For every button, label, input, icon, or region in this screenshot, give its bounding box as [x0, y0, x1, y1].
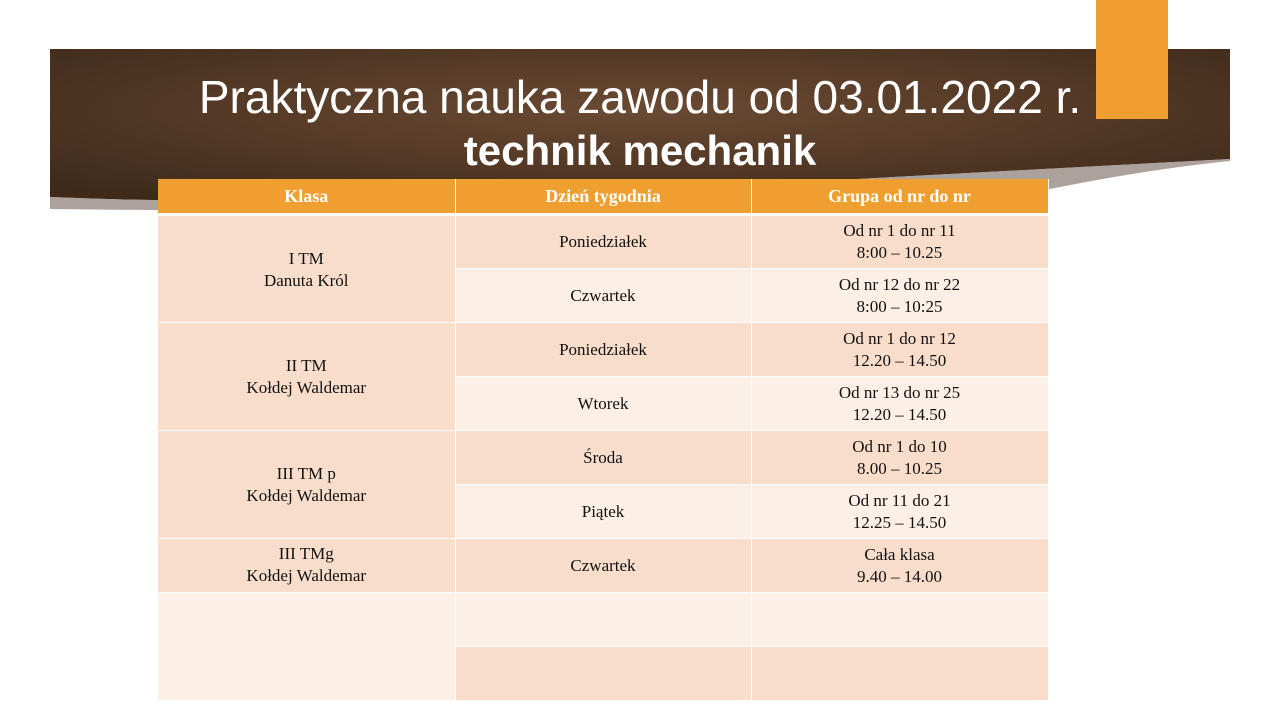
group-range: Od nr 12 do nr 22 — [838, 274, 961, 294]
teacher-name: Danuta Król — [263, 271, 349, 290]
table-row — [158, 539, 1048, 593]
group-cell — [751, 431, 1048, 485]
group-range: Od nr 1 do nr 11 — [843, 221, 956, 240]
empty-cell — [751, 593, 1048, 647]
klasa-name: III TM p — [276, 464, 336, 483]
klasa-name: II TM — [285, 356, 327, 375]
group-cell — [751, 377, 1048, 431]
header-group: Grupa od nr do nr — [751, 179, 1048, 215]
klasa-cell — [158, 215, 455, 323]
slide-title — [50, 70, 1230, 178]
group-time: 8:00 – 10.25 — [856, 243, 943, 262]
klasa-cell — [158, 323, 455, 431]
group-time: 8:00 – 10:25 — [856, 296, 943, 316]
header-klasa: Klasa — [158, 179, 455, 215]
teacher-name: Kołdej Waldemar — [246, 486, 367, 505]
group-time: 12.20 – 14.50 — [852, 404, 947, 424]
title-line2: technik mechanik — [463, 127, 817, 174]
table-row — [158, 215, 1048, 269]
group-range: Od nr 1 do 10 — [852, 436, 947, 456]
group-range: Od nr 11 do 21 — [848, 490, 951, 510]
group-cell — [751, 485, 1048, 539]
empty-cell — [158, 593, 455, 701]
table-row — [158, 431, 1048, 485]
group-cell — [751, 539, 1048, 593]
group-cell — [751, 215, 1048, 269]
klasa-name: I TM — [288, 249, 324, 268]
day-cell: Czwartek — [455, 539, 751, 593]
title-line1: Praktyczna nauka zawodu od 03.01.2022 r. — [198, 71, 1082, 123]
group-time: 12.25 – 14.50 — [852, 512, 947, 532]
teacher-name: Kołdej Waldemar — [246, 566, 367, 585]
day-cell: Poniedziałek — [455, 215, 751, 269]
klasa-name: III TMg — [278, 544, 334, 563]
klasa-cell — [158, 431, 455, 539]
table-header-row — [158, 179, 1048, 215]
group-cell — [751, 323, 1048, 377]
table-row-empty — [158, 593, 1048, 647]
group-cell — [751, 269, 1048, 323]
group-time: 9.40 – 14.00 — [857, 566, 942, 586]
group-time: 8.00 – 10.25 — [857, 458, 942, 478]
klasa-cell — [158, 539, 455, 593]
group-range: Od nr 1 do nr 12 — [843, 328, 956, 348]
day-cell: Wtorek — [455, 377, 751, 431]
teacher-name: Kołdej Waldemar — [246, 378, 367, 397]
empty-cell — [455, 647, 751, 701]
header-day: Dzień tygodnia — [455, 179, 751, 215]
day-cell: Piątek — [455, 485, 751, 539]
day-cell: Środa — [455, 431, 751, 485]
group-range: Cała klasa — [864, 544, 935, 564]
day-cell: Poniedziałek — [455, 323, 751, 377]
group-range: Od nr 13 do nr 25 — [838, 382, 961, 402]
empty-cell — [751, 647, 1048, 701]
table-row — [158, 323, 1048, 377]
schedule-table — [158, 179, 1049, 701]
group-time: 12.20 – 14.50 — [852, 350, 947, 370]
empty-cell — [455, 593, 751, 647]
day-cell: Czwartek — [455, 269, 751, 323]
